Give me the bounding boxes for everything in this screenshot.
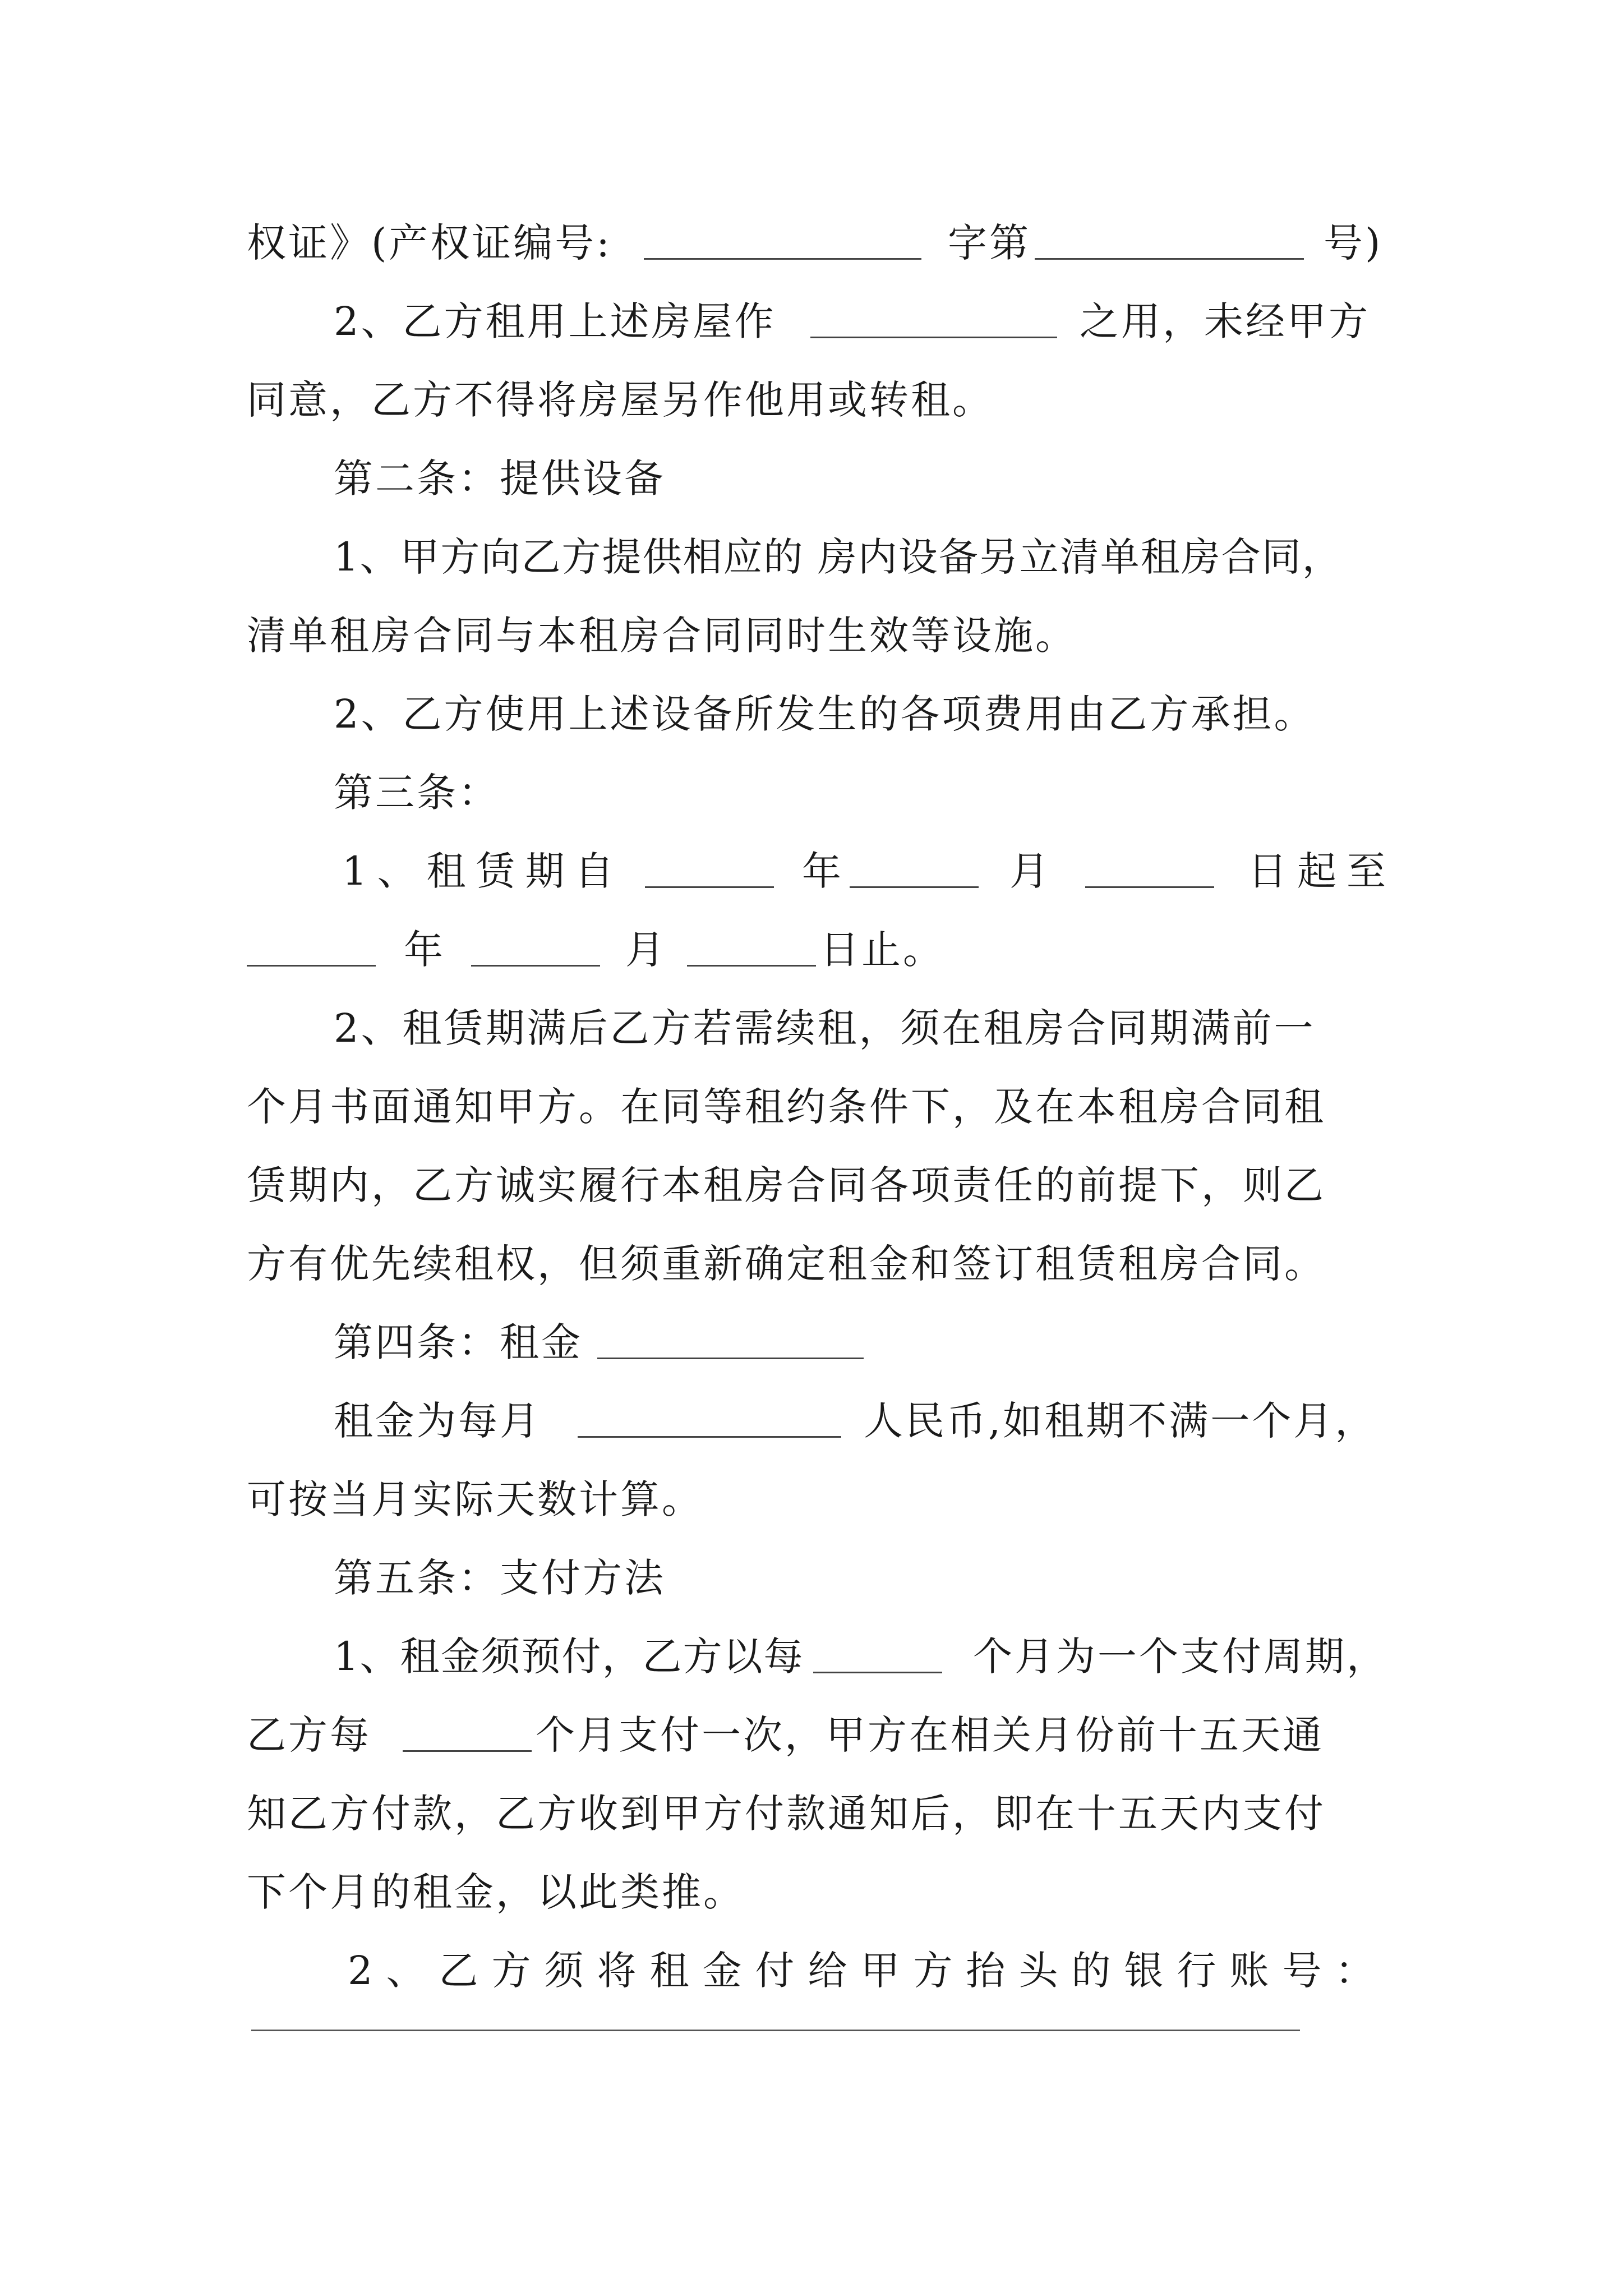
text-segment: 字第 <box>948 220 1031 266</box>
text-segment: 1、甲方向乙方提供相应的 房内设备另立清单租房合同， <box>334 534 1343 580</box>
text-segment: 个月支付一次，甲方在相关月份前十五天通 <box>536 1712 1324 1758</box>
text-line <box>0 683 1623 745</box>
blank-field <box>1035 223 1304 260</box>
text-segment: 第二条：提供设备 <box>334 455 666 501</box>
text-segment: 年 <box>802 848 841 894</box>
text-segment: 乙方每 <box>247 1712 371 1758</box>
text-line <box>0 840 1623 902</box>
text-segment: 月 <box>1009 848 1049 894</box>
text-segment: 个月书面通知甲方。在同等租约条件下，及在本租房合同租 <box>247 1084 1326 1130</box>
text-line <box>0 369 1623 431</box>
text-segment: 第三条： <box>334 770 500 816</box>
text-segment: 可按当月实际天数计算。 <box>247 1476 703 1522</box>
text-segment: 赁期内，乙方诚实履行本租房合同各项责任的前提下，则乙 <box>247 1162 1326 1208</box>
blank-field <box>403 1715 532 1752</box>
text-segment: 2、租赁期满后乙方若需续租，须在租房合同期满前一 <box>334 1005 1316 1051</box>
text-line <box>0 1704 1623 1766</box>
text-line <box>0 291 1623 352</box>
blank-field <box>813 1637 942 1673</box>
blank-field <box>578 1401 841 1438</box>
blank-field <box>687 930 816 967</box>
blank-field <box>597 1323 864 1359</box>
section-heading <box>0 762 1623 823</box>
section-heading <box>0 1312 1623 1373</box>
text-segment: 日起至 <box>1248 848 1396 894</box>
text-line <box>0 605 1623 666</box>
text-segment: 年 <box>404 927 443 973</box>
section-heading <box>0 448 1623 509</box>
text-segment: 同意，乙方不得将房屋另作他用或转租。 <box>247 377 994 423</box>
text-segment: 月 <box>625 927 665 973</box>
text-segment: 方有优先续租权，但须重新确定租金和签订租赁租房合同。 <box>247 1241 1326 1287</box>
text-segment: 下个月的租金，以此类推。 <box>247 1869 745 1915</box>
text-segment: 租金为每月 <box>334 1398 541 1444</box>
blank-field <box>471 930 600 967</box>
text-line <box>0 1390 1623 1452</box>
text-segment: 清单租房合同与本租房合同同时生效等设施。 <box>247 613 1077 659</box>
text-line <box>0 212 1623 274</box>
account-number-blank <box>251 2030 1300 2031</box>
blank-field <box>1085 852 1214 888</box>
blank-field <box>850 852 979 888</box>
text-line <box>0 997 1623 1059</box>
text-segment: 第四条：租金 <box>334 1319 583 1365</box>
text-line <box>0 1626 1623 1687</box>
blank-field <box>644 223 921 260</box>
text-segment: 2、乙方租用上述房屋作 <box>334 298 776 344</box>
blank-field <box>810 302 1057 338</box>
text-line <box>0 1783 1623 1844</box>
text-segment: 个月为一个支付周期， <box>973 1634 1388 1680</box>
text-segment: 之用，未经甲方 <box>1080 298 1370 344</box>
text-segment: 权证》(产权证编号: <box>247 220 612 266</box>
text-line <box>0 526 1623 588</box>
text-segment: 第五条：支付方法 <box>334 1555 666 1601</box>
blank-field <box>645 852 774 888</box>
text-segment: 1、租赁期自 <box>342 848 624 894</box>
text-segment: 1、租金须预付，乙方以每 <box>334 1634 804 1680</box>
text-line <box>0 1861 1623 1923</box>
text-segment: 2、乙方须将租金付给甲方抬头的银行账号： <box>348 1948 1388 1994</box>
text-line <box>0 1469 1623 1530</box>
text-segment: 号) <box>1324 220 1383 266</box>
text-line <box>0 1076 1623 1138</box>
text-segment: 2、乙方使用上述设备所发生的各项费用由乙方承担。 <box>334 691 1316 737</box>
blank-field <box>247 930 376 967</box>
text-line <box>0 1233 1623 1295</box>
text-segment: 人民币,如租期不满一个月， <box>864 1398 1377 1444</box>
text-line <box>0 1154 1623 1216</box>
text-segment: 知乙方付款，乙方收到甲方付款通知后，即在十五天内支付 <box>247 1791 1326 1837</box>
section-heading <box>0 1547 1623 1609</box>
text-line <box>0 919 1623 981</box>
text-segment: 日止。 <box>820 927 944 973</box>
text-line <box>0 1940 1623 2001</box>
